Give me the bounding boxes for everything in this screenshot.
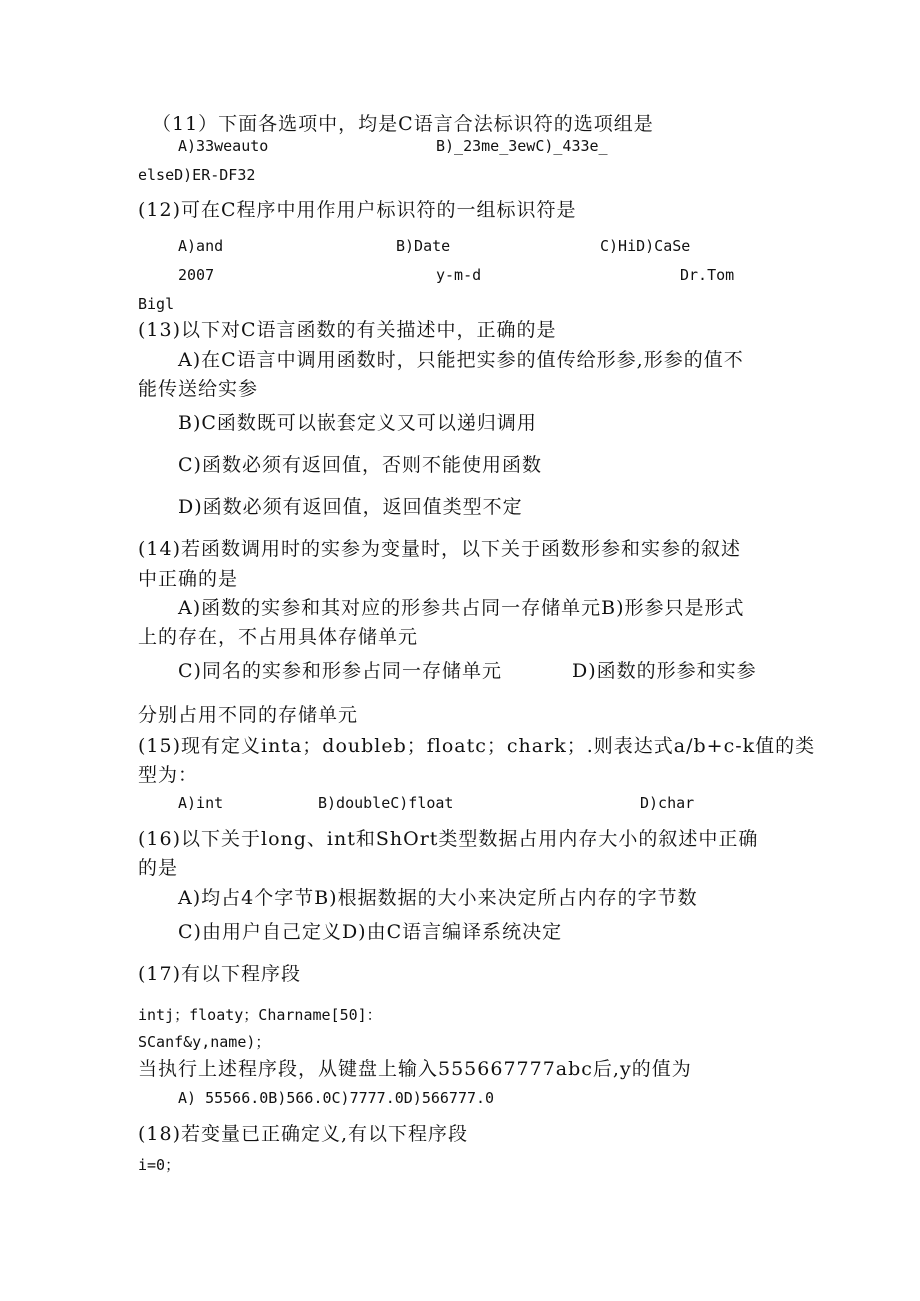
question-18-code-line1: i=0； xyxy=(138,1156,181,1174)
question-12-option-a: A)and xyxy=(178,237,224,255)
question-14-option-ab-line1: A)函数的实参和其对应的形参共占同一存储单元B)形参只是形式 xyxy=(178,597,745,619)
question-13-stem: (13)以下对C语言函数的有关描述中，正确的是 xyxy=(138,319,557,341)
question-12-row2-b: y-m-d xyxy=(436,266,482,284)
question-17-code-line1: intj；floaty；Charname[50]： xyxy=(138,1006,382,1024)
question-15-option-d: D)char xyxy=(640,794,695,812)
question-14-option-d-line2: 分别占用不同的存储单元 xyxy=(138,704,359,726)
question-14-stem-line2: 中正确的是 xyxy=(138,568,239,590)
question-14-option-ab-line2: 上的存在，不占用具体存储单元 xyxy=(138,626,419,648)
question-12-row2-c: Dr.Tom xyxy=(680,266,735,284)
question-17-code-line2: SCanf&y,name)； xyxy=(138,1033,271,1051)
question-13-option-a-line1: A)在C语言中调用函数时，只能把实参的值传给形参,形参的值不 xyxy=(178,349,744,371)
question-13-option-b: B)C函数既可以嵌套定义又可以递归调用 xyxy=(178,412,537,434)
question-12-option-cd: C)HiD)CaSe xyxy=(600,237,691,255)
question-17-stem: (17)有以下程序段 xyxy=(138,963,302,985)
question-16-option-cd: C)由用户自己定义D)由C语言编译系统决定 xyxy=(178,921,563,943)
question-15-option-a: A)int xyxy=(178,794,224,812)
question-12-row3: Bigl xyxy=(138,295,175,313)
question-11-stem: （11）下面各选项中，均是C语言合法标识符的选项组是 xyxy=(152,113,654,135)
question-18-stem: (18)若变量已正确定义,有以下程序段 xyxy=(138,1123,469,1145)
question-15-option-bc: B)doubleC)float xyxy=(318,794,454,812)
question-13-option-a-line2: 能传送给实参 xyxy=(138,378,259,400)
question-16-stem-line1: (16)以下关于long、int和ShOrt类型数据占用内存大小的叙述中正确 xyxy=(138,828,759,850)
question-11-continuation: elseD)ER-DF32 xyxy=(138,166,256,184)
question-15-stem-line2: 型为： xyxy=(138,764,199,786)
question-12-option-b: B)Date xyxy=(396,237,451,255)
question-12-row2-a: 2007 xyxy=(178,266,215,284)
question-16-stem-line2: 的是 xyxy=(138,857,179,879)
question-17-options: A) 55566.0B)566.0C)7777.0D)566777.0 xyxy=(178,1089,495,1107)
question-14-option-c: C)同名的实参和形参占同一存储单元 xyxy=(178,660,502,682)
question-13-option-d: D)函数必须有返回值，返回值类型不定 xyxy=(178,496,523,518)
question-15-stem-line1: (15)现有定义inta；doubleb；floatc；chark；.则表达式a/b+c-k值的类 xyxy=(138,735,816,757)
question-14-option-d-line1: D)函数的形参和实参 xyxy=(572,660,757,682)
question-13-option-c: C)函数必须有返回值，否则不能使用函数 xyxy=(178,454,542,476)
question-16-option-ab: A)均占4个字节B)根据数据的大小来决定所占内存的字节数 xyxy=(178,887,698,909)
question-12-stem: (12)可在C程序中用作用户标识符的一组标识符是 xyxy=(138,199,577,221)
question-14-stem-line1: (14)若函数调用时的实参为变量时，以下关于函数形参和实参的叙述 xyxy=(138,538,742,560)
question-17-stem-line2: 当执行上述程序段，从键盘上输入555667777abc后,y的值为 xyxy=(138,1058,692,1080)
question-11-option-b: B)_23me_3ewC)_433e_ xyxy=(436,137,608,155)
question-11-option-a: A)33weauto xyxy=(178,137,269,155)
